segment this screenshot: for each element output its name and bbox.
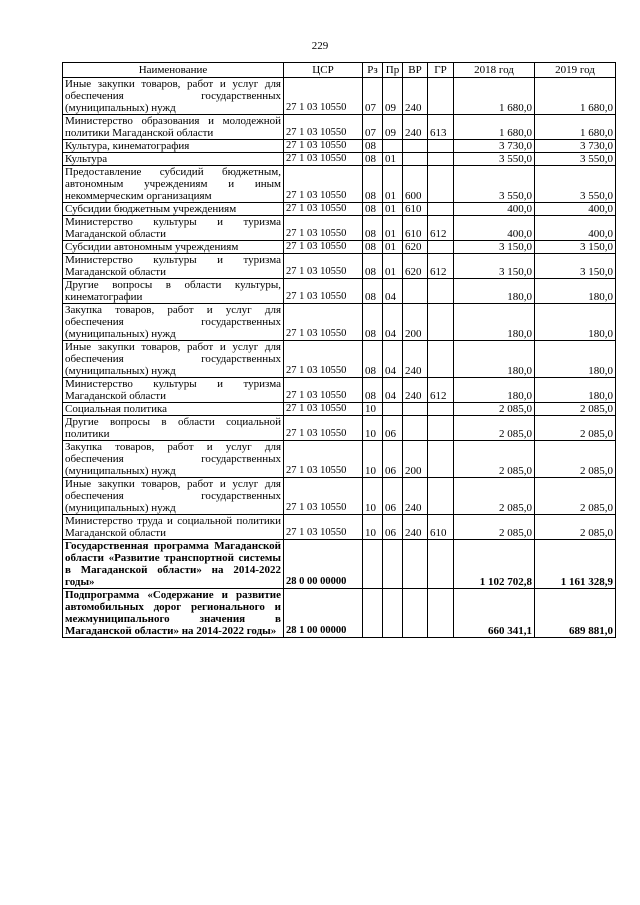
row-value-2019: 1 680,0 — [535, 115, 616, 140]
row-pr: 06 — [383, 478, 403, 515]
row-name: Социальная политика — [63, 403, 284, 416]
row-gr — [428, 304, 454, 341]
row-vr — [403, 279, 428, 304]
row-csr: 27 1 03 10550 — [284, 515, 363, 540]
row-csr: 27 1 03 10550 — [284, 279, 363, 304]
row-csr: 28 1 00 00000 — [284, 589, 363, 638]
row-gr: 613 — [428, 115, 454, 140]
row-name: Подпрограмма «Содержание и развитие автомобильных дорог регионального и межмуниципального значения в Магаданской области» на 2014-2022 годы» — [63, 589, 284, 638]
table-row — [63, 478, 616, 515]
row-vr: 240 — [403, 378, 428, 403]
table-row — [63, 540, 616, 589]
row-value-2019: 180,0 — [535, 341, 616, 378]
row-rz: 08 — [363, 254, 383, 279]
row-value-2019: 3 150,0 — [535, 241, 616, 254]
row-csr: 27 1 03 10550 — [284, 115, 363, 140]
row-pr: 06 — [383, 441, 403, 478]
row-value-2019: 3 550,0 — [535, 153, 616, 166]
row-gr — [428, 540, 454, 589]
row-rz: 08 — [363, 378, 383, 403]
row-vr: 600 — [403, 166, 428, 203]
row-name: Иные закупки товаров, работ и услуг для обеспечения государственных (муниципальных) нужд — [63, 341, 284, 378]
table-row — [63, 216, 616, 241]
row-gr — [428, 140, 454, 153]
row-pr: 01 — [383, 216, 403, 241]
row-gr — [428, 203, 454, 216]
row-csr: 27 1 03 10550 — [284, 153, 363, 166]
table-row — [63, 140, 616, 153]
row-rz: 08 — [363, 216, 383, 241]
row-gr — [428, 166, 454, 203]
row-gr — [428, 403, 454, 416]
row-vr — [403, 540, 428, 589]
header-gr: ГР — [428, 63, 454, 78]
row-vr: 620 — [403, 241, 428, 254]
row-name: Иные закупки товаров, работ и услуг для обеспечения государственных (муниципальных) нужд — [63, 478, 284, 515]
row-value-2018: 2 085,0 — [454, 515, 535, 540]
row-name: Субсидии бюджетным учреждениям — [63, 203, 284, 216]
row-value-2018: 660 341,1 — [454, 589, 535, 638]
table-row — [63, 341, 616, 378]
row-pr: 04 — [383, 378, 403, 403]
row-csr: 27 1 03 10550 — [284, 241, 363, 254]
row-vr — [403, 403, 428, 416]
row-gr: 612 — [428, 254, 454, 279]
row-value-2018: 3 730,0 — [454, 140, 535, 153]
row-pr: 01 — [383, 166, 403, 203]
table-row — [63, 515, 616, 540]
row-value-2019: 2 085,0 — [535, 403, 616, 416]
row-value-2019: 1 161 328,9 — [535, 540, 616, 589]
header-csr: ЦСР — [284, 63, 363, 78]
table-row — [63, 115, 616, 140]
row-pr — [383, 589, 403, 638]
row-value-2018: 400,0 — [454, 216, 535, 241]
table-row — [63, 153, 616, 166]
row-rz — [363, 540, 383, 589]
row-value-2018: 180,0 — [454, 341, 535, 378]
page-number: 229 — [311, 40, 329, 52]
row-value-2018: 1 680,0 — [454, 78, 535, 115]
row-pr: 04 — [383, 341, 403, 378]
row-value-2019: 400,0 — [535, 203, 616, 216]
row-rz: 08 — [363, 341, 383, 378]
row-gr — [428, 478, 454, 515]
row-vr — [403, 416, 428, 441]
row-rz: 10 — [363, 441, 383, 478]
table-row — [63, 416, 616, 441]
table-row — [63, 441, 616, 478]
row-csr: 27 1 03 10550 — [284, 254, 363, 279]
row-vr: 240 — [403, 341, 428, 378]
row-value-2019: 689 881,0 — [535, 589, 616, 638]
row-rz: 10 — [363, 416, 383, 441]
row-value-2019: 2 085,0 — [535, 515, 616, 540]
row-pr: 09 — [383, 115, 403, 140]
row-gr — [428, 416, 454, 441]
table-header-row — [63, 63, 616, 78]
row-csr: 27 1 03 10550 — [284, 341, 363, 378]
row-value-2018: 180,0 — [454, 279, 535, 304]
row-value-2019: 400,0 — [535, 216, 616, 241]
row-value-2018: 180,0 — [454, 378, 535, 403]
table-row — [63, 589, 616, 638]
row-value-2019: 3 150,0 — [535, 254, 616, 279]
row-value-2018: 2 085,0 — [454, 416, 535, 441]
row-csr: 27 1 03 10550 — [284, 216, 363, 241]
table-row — [63, 254, 616, 279]
row-pr: 01 — [383, 254, 403, 279]
table-body — [63, 78, 616, 638]
row-gr — [428, 441, 454, 478]
row-name: Субсидии автономным учреждениям — [63, 241, 284, 254]
row-name: Министерство культуры и туризма Магаданской области — [63, 216, 284, 241]
row-value-2018: 3 150,0 — [454, 254, 535, 279]
header-pr: Пр — [383, 63, 403, 78]
row-value-2019: 180,0 — [535, 304, 616, 341]
row-value-2018: 2 085,0 — [454, 403, 535, 416]
row-pr: 04 — [383, 279, 403, 304]
row-rz: 08 — [363, 140, 383, 153]
header-2018: 2018 год — [454, 63, 535, 78]
row-pr: 01 — [383, 241, 403, 254]
row-name: Министерство культуры и туризма Магаданской области — [63, 378, 284, 403]
row-rz: 08 — [363, 166, 383, 203]
table-row — [63, 403, 616, 416]
table-row — [63, 279, 616, 304]
row-pr: 01 — [383, 203, 403, 216]
row-gr — [428, 241, 454, 254]
row-pr: 06 — [383, 515, 403, 540]
table-row — [63, 203, 616, 216]
row-name: Министерство образования и молодежной политики Магаданской области — [63, 115, 284, 140]
header-name: Наименование — [63, 63, 284, 78]
row-gr: 612 — [428, 378, 454, 403]
row-vr: 240 — [403, 115, 428, 140]
header-rz: Рз — [363, 63, 383, 78]
row-csr: 27 1 03 10550 — [284, 140, 363, 153]
row-value-2018: 400,0 — [454, 203, 535, 216]
row-value-2019: 2 085,0 — [535, 441, 616, 478]
header-vr: ВР — [403, 63, 428, 78]
row-name: Закупка товаров, работ и услуг для обеспечения государственных (муниципальных) нужд — [63, 441, 284, 478]
row-vr: 610 — [403, 203, 428, 216]
row-value-2018: 1 680,0 — [454, 115, 535, 140]
row-value-2018: 3 550,0 — [454, 153, 535, 166]
row-gr — [428, 589, 454, 638]
row-vr: 240 — [403, 478, 428, 515]
row-name: Министерство культуры и туризма Магаданской области — [63, 254, 284, 279]
row-name: Государственная программа Магаданской области «Развитие транспортной системы в Магаданской области» на 2014-2022 годы» — [63, 540, 284, 589]
row-gr — [428, 279, 454, 304]
row-name: Иные закупки товаров, работ и услуг для обеспечения государственных (муниципальных) нужд — [63, 78, 284, 115]
row-pr: 04 — [383, 304, 403, 341]
row-pr — [383, 540, 403, 589]
row-value-2018: 3 550,0 — [454, 166, 535, 203]
row-vr: 200 — [403, 441, 428, 478]
row-rz: 08 — [363, 203, 383, 216]
row-rz: 10 — [363, 478, 383, 515]
row-vr: 620 — [403, 254, 428, 279]
row-vr — [403, 140, 428, 153]
row-csr: 27 1 03 10550 — [284, 203, 363, 216]
row-value-2019: 1 680,0 — [535, 78, 616, 115]
row-name: Другие вопросы в области социальной политики — [63, 416, 284, 441]
row-rz: 08 — [363, 241, 383, 254]
row-csr: 27 1 03 10550 — [284, 304, 363, 341]
table-row — [63, 241, 616, 254]
row-gr — [428, 341, 454, 378]
row-csr: 27 1 03 10550 — [284, 416, 363, 441]
table-row — [63, 166, 616, 203]
row-vr: 240 — [403, 78, 428, 115]
row-csr: 28 0 00 00000 — [284, 540, 363, 589]
row-csr: 27 1 03 10550 — [284, 166, 363, 203]
row-csr: 27 1 03 10550 — [284, 378, 363, 403]
row-gr — [428, 78, 454, 115]
row-csr: 27 1 03 10550 — [284, 478, 363, 515]
row-pr: 06 — [383, 416, 403, 441]
row-gr — [428, 153, 454, 166]
row-vr: 240 — [403, 515, 428, 540]
row-pr — [383, 403, 403, 416]
row-rz: 08 — [363, 304, 383, 341]
row-name: Предоставление субсидий бюджетным, автономным учреждениям и иным некоммерческим организациям — [63, 166, 284, 203]
row-value-2019: 180,0 — [535, 378, 616, 403]
table-row — [63, 378, 616, 403]
row-gr: 610 — [428, 515, 454, 540]
row-value-2018: 2 085,0 — [454, 478, 535, 515]
row-pr — [383, 140, 403, 153]
row-gr: 612 — [428, 216, 454, 241]
budget-table — [62, 62, 616, 638]
row-value-2019: 2 085,0 — [535, 478, 616, 515]
row-csr: 27 1 03 10550 — [284, 78, 363, 115]
row-value-2018: 1 102 702,8 — [454, 540, 535, 589]
row-csr: 27 1 03 10550 — [284, 403, 363, 416]
row-vr — [403, 589, 428, 638]
row-vr: 610 — [403, 216, 428, 241]
row-name: Другие вопросы в области культуры, кинематографии — [63, 279, 284, 304]
row-rz: 07 — [363, 115, 383, 140]
row-name: Министерство труда и социальной политики Магаданской области — [63, 515, 284, 540]
table-row — [63, 78, 616, 115]
row-pr: 09 — [383, 78, 403, 115]
row-value-2018: 180,0 — [454, 304, 535, 341]
row-vr — [403, 153, 428, 166]
row-name: Закупка товаров, работ и услуг для обеспечения государственных (муниципальных) нужд — [63, 304, 284, 341]
row-value-2018: 3 150,0 — [454, 241, 535, 254]
row-value-2019: 180,0 — [535, 279, 616, 304]
row-value-2019: 3 550,0 — [535, 166, 616, 203]
row-rz: 10 — [363, 515, 383, 540]
row-csr: 27 1 03 10550 — [284, 441, 363, 478]
header-2019: 2019 год — [535, 63, 616, 78]
row-rz: 07 — [363, 78, 383, 115]
row-rz: 10 — [363, 403, 383, 416]
row-value-2018: 2 085,0 — [454, 441, 535, 478]
row-rz: 08 — [363, 153, 383, 166]
row-rz: 08 — [363, 279, 383, 304]
row-name: Культура — [63, 153, 284, 166]
table-row — [63, 304, 616, 341]
row-pr: 01 — [383, 153, 403, 166]
row-name: Культура, кинематография — [63, 140, 284, 153]
row-vr: 200 — [403, 304, 428, 341]
row-value-2019: 3 730,0 — [535, 140, 616, 153]
row-value-2019: 2 085,0 — [535, 416, 616, 441]
row-rz — [363, 589, 383, 638]
